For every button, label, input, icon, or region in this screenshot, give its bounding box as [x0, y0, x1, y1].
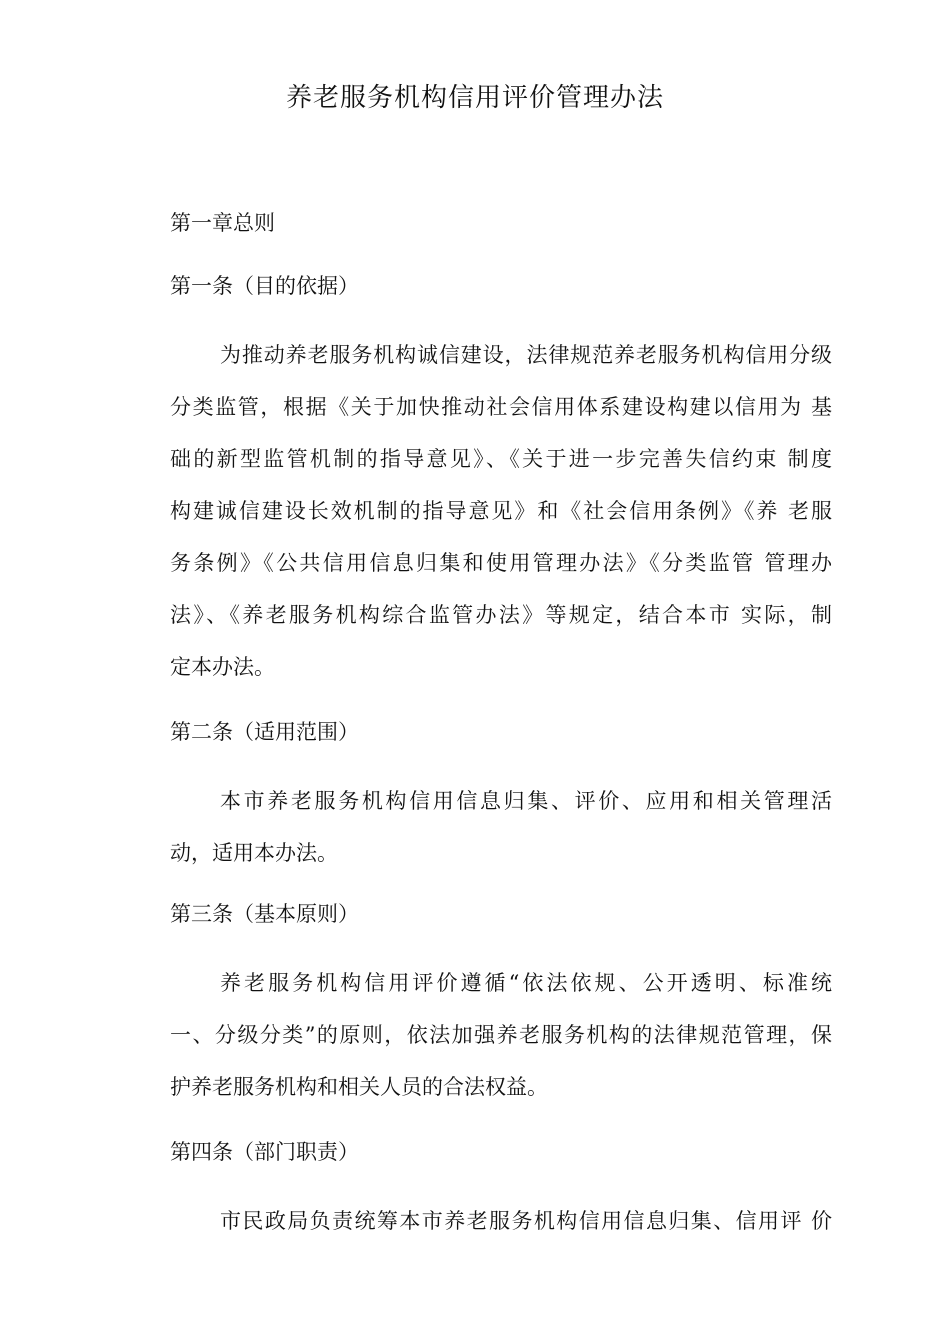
document-title: 养老服务机构信用评价管理办法 — [285, 83, 664, 113]
article-3-line: 护养老服务机构和相关人员的合法权益。 — [170, 1075, 548, 1099]
article-3-line: 养老服务机构信用评价遵循“依法依规、公开透明、标准统 — [220, 971, 832, 995]
article-3-line: 一、分级分类”的原则，依法加强养老服务机构的法律规范管理，保 — [170, 1023, 832, 1047]
article-1-body — [120, 329, 832, 693]
article-4-line: 市民政局负责统筹本市养老服务机构信用信息归集、信用评 价 — [220, 1209, 832, 1233]
article-2-body — [120, 775, 832, 879]
article-3-heading: 第三条（基本原则） — [170, 902, 359, 926]
article-1-line: 分类监管，根据《关于加快推动社会信用体系建设构建以信用为 基 — [170, 395, 832, 419]
article-2-heading: 第二条（适用范围） — [170, 720, 359, 744]
article-1-heading: 第一条（目的依据） — [170, 274, 359, 298]
article-1-line: 础的新型监管机制的指导意见》、《关于进一步完善失信约束 制度 — [170, 447, 832, 471]
chapter-heading: 第一章总则 — [170, 211, 275, 235]
article-4-heading: 第四条（部门职责） — [170, 1140, 359, 1164]
article-1-line: 务条例》《公共信用信息归集和使用管理办法》《分类监管 管理办 — [170, 551, 832, 575]
article-1-line: 定本办法。 — [170, 655, 275, 679]
article-3-body — [120, 957, 832, 1113]
article-2-line: 动，适用本办法。 — [170, 841, 338, 865]
article-1-line: 法》、《养老服务机构综合监管办法》等规定，结合本市 实际，制 — [170, 603, 832, 627]
article-1-line: 构建诚信建设长效机制的指导意见》和《社会信用条例》《养 老服 — [170, 499, 832, 523]
article-2-line: 本市养老服务机构信用信息归集、评价、应用和相关管理活 — [220, 789, 832, 813]
article-4-body — [120, 1195, 832, 1247]
article-1-line: 为推动养老服务机构诚信建设，法律规范养老服务机构信用分级 — [220, 343, 832, 367]
